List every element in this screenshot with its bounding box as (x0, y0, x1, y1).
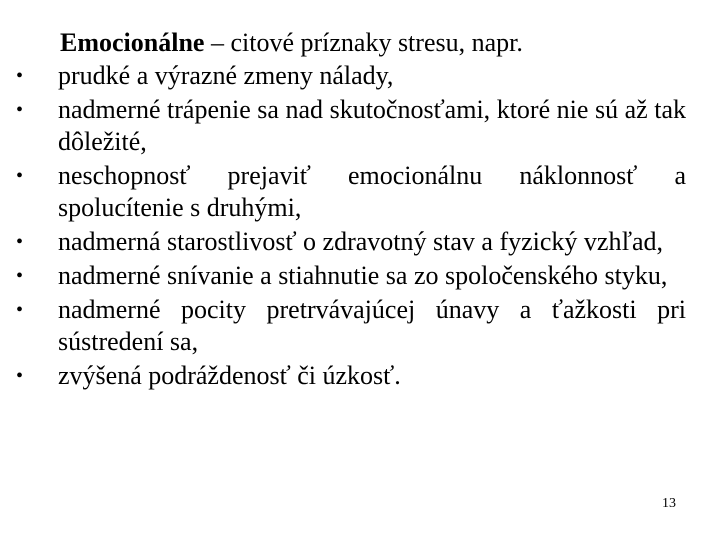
list-item (0, 360, 686, 392)
list-item (0, 94, 686, 158)
list-item (0, 226, 686, 258)
list-item-text: nadmerné trápenie sa nad skutočnosťami, ktoré nie sú až tak dôležité, (58, 95, 686, 156)
list-item-text: neschopnosť prejaviť emocionálnu náklonnosť a spolucítenie s druhými, (58, 161, 686, 222)
bullet-icon: • (16, 231, 24, 253)
list-item (0, 294, 686, 358)
bullet-icon: • (16, 365, 24, 387)
list-item-text: prudké a výrazné zmeny nálady, (58, 61, 394, 90)
slide-heading (60, 26, 700, 60)
page-number: 13 (662, 496, 676, 511)
bullet-icon: • (16, 299, 24, 321)
list-item (0, 260, 686, 292)
bullet-icon: • (16, 165, 24, 187)
bullet-icon: • (16, 265, 24, 287)
list-item-text: nadmerné pocity pretrvávajúcej únavy a ťažkosti pri sústredení sa, (58, 295, 686, 356)
bullet-icon: • (16, 99, 24, 121)
heading-rest: – citové príznaky stresu, napr. (204, 28, 523, 57)
list-item (0, 160, 686, 224)
list-item-text: zvýšená podráždenosť či úzkosť. (58, 361, 401, 390)
list-item-text: nadmerná starostlivosť o zdravotný stav a fyzický vzhľad, (58, 227, 664, 256)
list-item (0, 60, 686, 92)
heading-bold-term: Emocionálne (60, 28, 205, 57)
symptom-list (0, 60, 720, 394)
list-item-text: nadmerné snívanie a stiahnutie sa zo spoločenského styku, (58, 261, 668, 290)
bullet-icon: • (16, 65, 24, 87)
